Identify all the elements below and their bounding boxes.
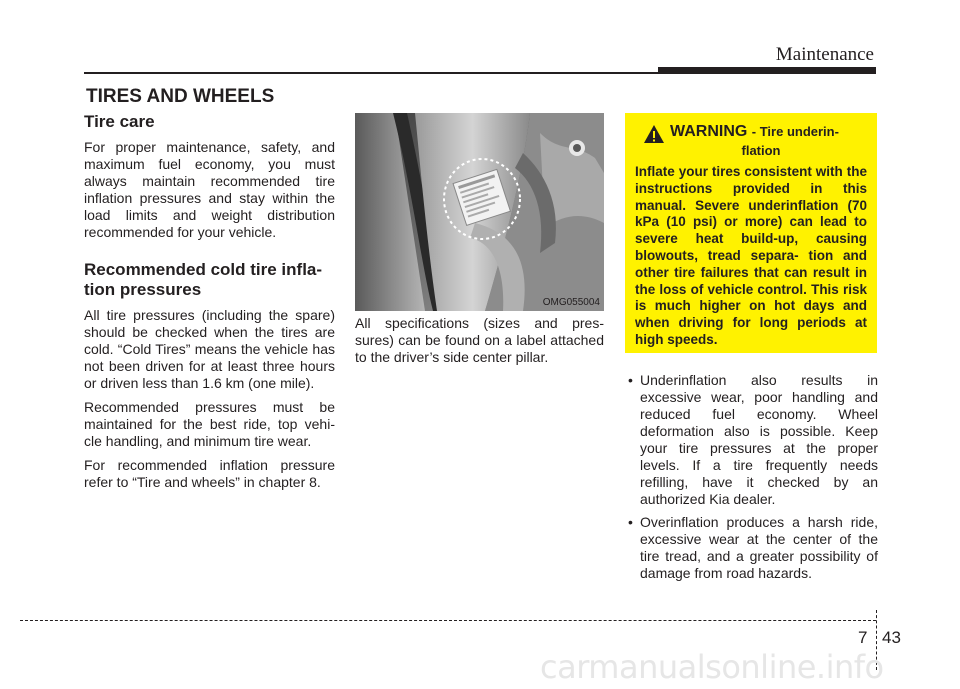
footer-rule [20, 620, 876, 621]
chapter-number: 7 [858, 628, 868, 647]
list-item [624, 514, 878, 582]
page-number: 43 [882, 628, 901, 647]
warning-subtitle: - Tire underin- [751, 124, 839, 139]
header-rule-accent [658, 67, 876, 74]
list-item-text: Overinflation produces a harsh ride, excessive wear at the center of the tire tread, and a greater possibility of damage from road hazards. [640, 514, 878, 581]
list-item [624, 372, 878, 508]
watermark: carmanualsonline.info [540, 648, 884, 686]
header-rule [84, 72, 658, 74]
paragraph: All specifications (sizes and pres- sures) can be found on a label attached to the driver’s side center pillar. [355, 315, 604, 365]
left-column [84, 110, 335, 491]
warning-box [625, 113, 877, 353]
warning-header [635, 123, 867, 144]
warning-label: WARNING [670, 123, 748, 140]
paragraph: Recommended pressures must be maintained for the best ride, top vehi- cle handling, and minimum tire wear. [84, 399, 335, 449]
door-pillar-illustration [355, 113, 604, 311]
paragraph: For recommended inflation pressure refer to “Tire and wheels” in chapter 8. [84, 457, 335, 490]
heading-tire-care: Tire care [84, 112, 155, 131]
figure-code: OMG055004 [542, 297, 600, 308]
warning-triangle-icon [643, 124, 665, 144]
running-header: Maintenance [775, 44, 874, 65]
bullet-list [624, 372, 878, 588]
warning-subtitle-continued: flation [741, 143, 781, 158]
warning-text: Inflate your tires consistent with the instructions provided in this manual. Severe underinflation (70 kPa (10 psi) or more) can lead to severe heat build-up, causing blowouts, tread separa- tion and other tire failures that can result in the loss of vehicle control. This risk is much higher on hot days and when driving for long periods at high speeds. [635, 164, 867, 347]
paragraph: All tire pressures (including the spare) should be checked when the tires are cold. “Cold Tires” means the vehicle has not been driven for at least three hours or driven less than 1.6 km (one mile). [84, 307, 335, 391]
section-title: TIRES AND WHEELS [86, 86, 275, 107]
bullet-icon: • [628, 372, 633, 388]
list-item-text: Underinflation also results in excessive wear, poor handling and reduced fuel economy. Wheel deformation also is possible. Keep your tire pressures at the proper levels. If a tire frequently needs refilling, have it checked by an authorized Kia dealer. [640, 372, 878, 507]
heading-cold-tire-pressures: Recommended cold tire infla- tion pressures [84, 260, 323, 299]
bullet-icon: • [628, 514, 633, 530]
door-pillar-photo [355, 113, 604, 311]
paragraph: For proper maintenance, safety, and maximum fuel economy, you must always maintain recommended tire inflation pressures and stay within the load limits and weight distribution recommended for your vehicle. [84, 139, 335, 240]
